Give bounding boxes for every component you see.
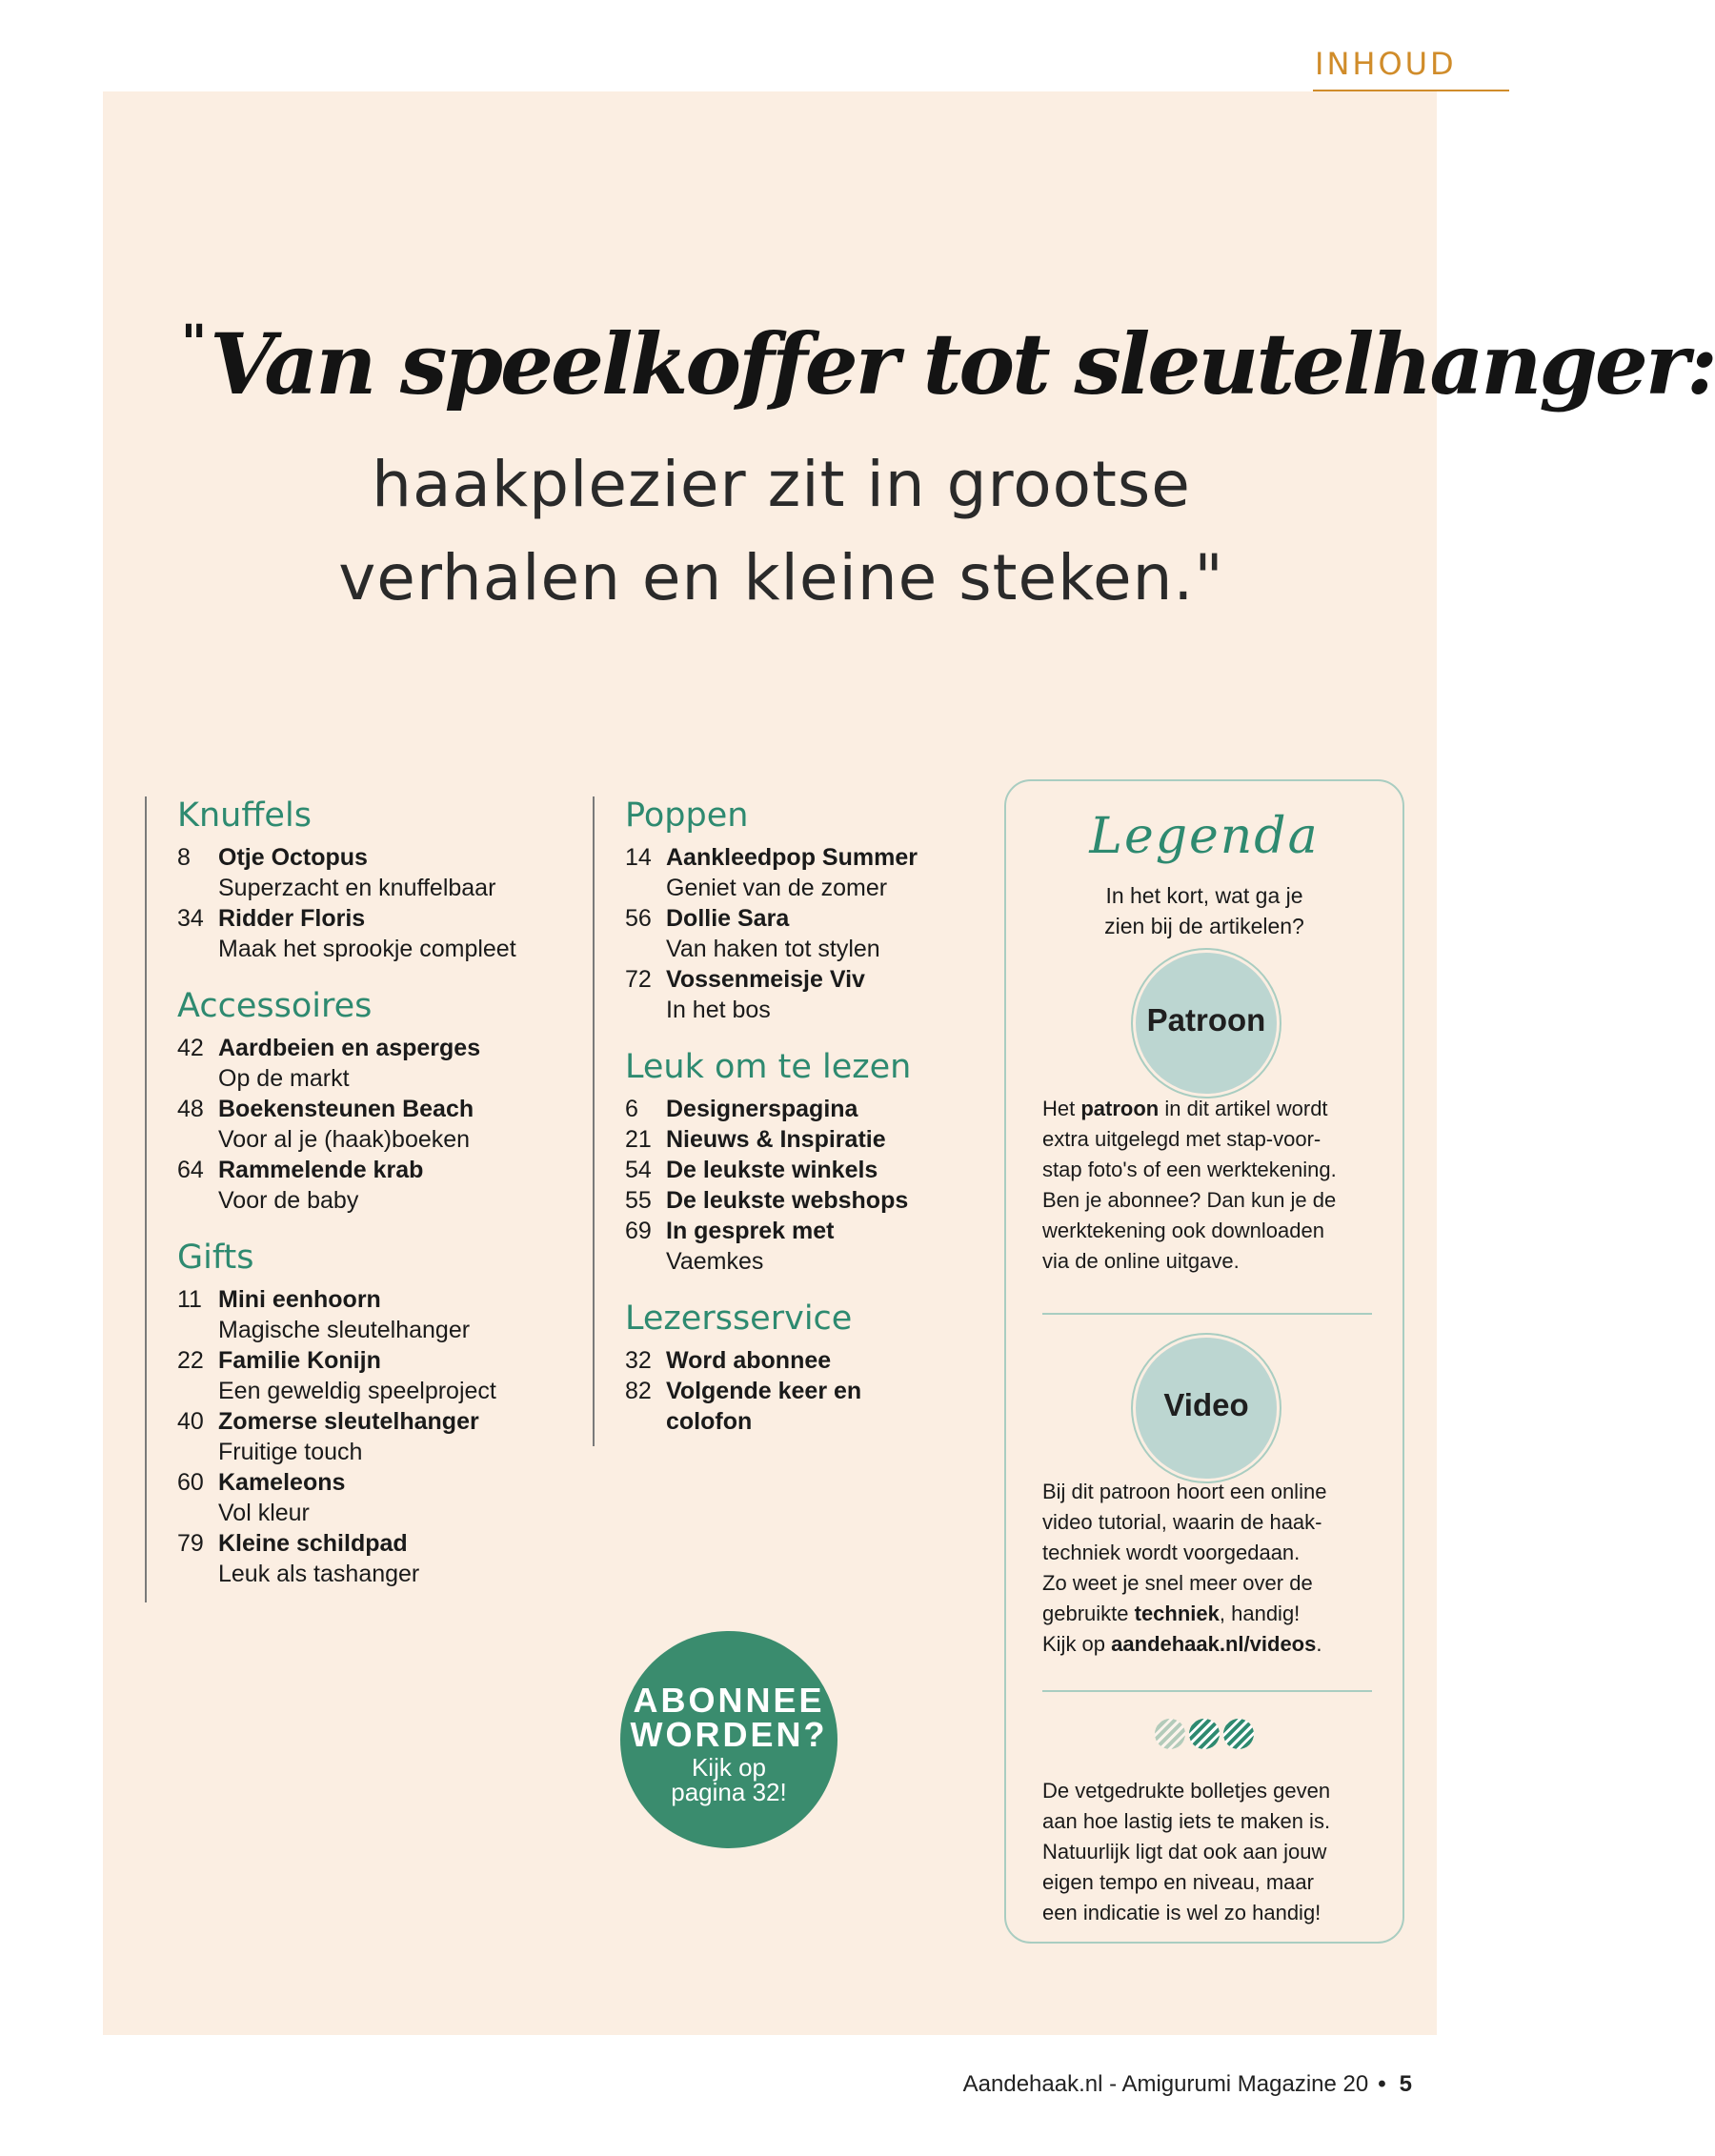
toc-subtitle: Superzacht en knuffelbaar: [218, 875, 496, 901]
toc-heading: Leuk om te lezen: [625, 1048, 912, 1086]
video-line: techniek wordt voorgedaan.: [1042, 1541, 1301, 1564]
toc-subtitle: Van haken tot stylen: [666, 936, 880, 962]
toc-section-gifts: [177, 1239, 577, 1589]
toc-entry[interactable]: [625, 1376, 987, 1406]
patroon-line: extra uitgelegd met stap-voor-: [1042, 1127, 1322, 1151]
difficulty-dot-icon: [1223, 1719, 1254, 1749]
toc-entry[interactable]: [177, 1033, 577, 1063]
toc-page-number: 69: [625, 1218, 652, 1244]
difficulty-description: [1042, 1776, 1385, 1928]
toc-entry[interactable]: [177, 903, 577, 934]
difficulty-line: aan hoe lastig iets te maken is.: [1042, 1809, 1331, 1833]
toc-title: Aankleedpop Summer: [666, 844, 918, 871]
toc-entry[interactable]: [625, 1155, 987, 1185]
legenda-box: [1004, 779, 1404, 1944]
promo-line-1: ABONNEE: [633, 1681, 825, 1720]
toc-title: Designerspagina: [666, 1096, 858, 1122]
toc-section-accessoires: [177, 987, 577, 1216]
promo-line-2: WORDEN?: [630, 1715, 828, 1754]
legenda-intro-line: zien bij de artikelen?: [1104, 914, 1304, 938]
toc-entry[interactable]: [625, 1124, 987, 1155]
toc-entry[interactable]: [625, 903, 987, 934]
video-line: gebruikte techniek, handig!: [1042, 1602, 1301, 1625]
toc-page-number: 48: [177, 1096, 204, 1122]
footer-bullet: •: [1378, 2071, 1386, 2097]
toc-title: Zomerse sleutelhanger: [218, 1408, 479, 1435]
toc-column-middle: [593, 796, 987, 1446]
video-link[interactable]: aandehaak.nl/videos: [1111, 1632, 1317, 1656]
toc-title: Dollie Sara: [666, 905, 790, 932]
toc-page-number: 8: [177, 844, 191, 871]
video-line: Zo weet je snel meer over de: [1042, 1571, 1313, 1595]
patroon-line: stap foto's of een werktekening.: [1042, 1158, 1337, 1181]
page-footer: [858, 2071, 1412, 2098]
patroon-line: via de online uitgave.: [1042, 1249, 1240, 1273]
video-line: Bij dit patroon hoort een online: [1042, 1480, 1327, 1503]
legenda-intro: [1006, 880, 1402, 941]
toc-entry[interactable]: [625, 842, 987, 873]
subscribe-promo[interactable]: [620, 1631, 837, 1848]
toc-title: Familie Konijn: [218, 1347, 381, 1374]
difficulty-line: een indicatie is wel zo handig!: [1042, 1901, 1322, 1924]
patroon-description: [1042, 1094, 1385, 1277]
toc-subtitle: Maak het sprookje compleet: [218, 936, 516, 962]
toc-title: In gesprek met: [666, 1218, 835, 1244]
patroon-keyword: patroon: [1080, 1097, 1160, 1120]
toc-entry[interactable]: [177, 1528, 577, 1559]
patroon-line: Ben je abonnee? Dan kun je de: [1042, 1188, 1337, 1212]
toc-heading: Accessoires: [177, 987, 373, 1025]
toc-title: Aardbeien en asperges: [218, 1035, 481, 1061]
difficulty-dot-icon: [1155, 1719, 1185, 1749]
toc-title: Vossenmeisje Viv: [666, 966, 865, 993]
toc-entry[interactable]: [177, 842, 577, 873]
video-badge-label: Video: [1163, 1387, 1249, 1422]
toc-entry[interactable]: [177, 1345, 577, 1376]
patroon-badge-label: Patroon: [1146, 1002, 1266, 1038]
quote-headline: [181, 314, 1715, 413]
toc-section-knuffels: [177, 796, 577, 964]
toc-title: De leukste webshops: [666, 1187, 909, 1214]
quote-line-3: verhalen en kleine steken.": [338, 541, 1224, 615]
toc-heading: Poppen: [625, 796, 749, 835]
toc-page-number: 21: [625, 1126, 652, 1153]
quote-open-mark: ": [181, 314, 205, 373]
toc-title: Ridder Floris: [218, 905, 366, 932]
toc-heading: Gifts: [177, 1239, 254, 1277]
toc-entry[interactable]: [177, 1467, 577, 1498]
toc-entry[interactable]: [625, 1185, 987, 1216]
toc-page-number: 34: [177, 905, 204, 932]
page-number: 5: [1399, 2071, 1412, 2097]
toc-title: Nieuws & Inspiratie: [666, 1126, 886, 1153]
toc-page-number: 60: [177, 1469, 204, 1496]
toc-entry[interactable]: [177, 1284, 577, 1315]
toc-subtitle: Voor de baby: [218, 1187, 359, 1214]
video-description: [1042, 1477, 1385, 1660]
difficulty-line: De vetgedrukte bolletjes geven: [1042, 1779, 1331, 1803]
toc-subtitle: Geniet van de zomer: [666, 875, 888, 901]
video-keyword: techniek: [1134, 1602, 1220, 1625]
toc-heading: Lezersservice: [625, 1300, 853, 1338]
toc-page-number: 32: [625, 1347, 652, 1374]
toc-title: Rammelende krab: [218, 1157, 424, 1183]
toc-page-number: 11: [177, 1286, 202, 1313]
footer-text: Aandehaak.nl - Amigurumi Magazine 20: [962, 2071, 1369, 2097]
toc-title: Boekensteunen Beach: [218, 1096, 474, 1122]
toc-title: Word abonnee: [666, 1347, 832, 1374]
toc-page-number: 56: [625, 905, 652, 932]
legenda-divider: [1042, 1313, 1372, 1315]
toc-heading: Knuffels: [177, 796, 312, 835]
patroon-line: Het patroon in dit artikel wordt: [1042, 1097, 1328, 1120]
promo-line-4: pagina 32!: [671, 1778, 787, 1806]
toc-title: Mini eenhoorn: [218, 1286, 381, 1313]
toc-title: Volgende keer en: [666, 1378, 862, 1404]
legenda-divider: [1042, 1690, 1372, 1692]
promo-line-3: Kijk op: [691, 1753, 767, 1782]
toc-subtitle: colofon: [666, 1408, 753, 1435]
patroon-line: werktekening ook downloaden: [1042, 1219, 1324, 1242]
toc-column-left: [145, 796, 577, 1602]
toc-page-number: 40: [177, 1408, 204, 1435]
toc-page-number: 55: [625, 1187, 652, 1214]
toc-entry[interactable]: [625, 964, 987, 995]
toc-section-lezersservice: [625, 1300, 987, 1437]
toc-section-lezen: [625, 1048, 987, 1277]
legenda-title: Legenda: [1089, 808, 1320, 865]
difficulty-line: Natuurlijk ligt dat ook aan jouw: [1042, 1840, 1327, 1864]
toc-page-number: 79: [177, 1530, 204, 1557]
toc-subtitle: Voor al je (haak)boeken: [218, 1126, 471, 1153]
toc-title: Kleine schildpad: [218, 1530, 408, 1557]
toc-subtitle: Vaemkes: [666, 1248, 764, 1275]
toc-page-number: 64: [177, 1157, 204, 1183]
toc-page-number: 42: [177, 1035, 204, 1061]
legenda-intro-line: In het kort, wat ga je: [1105, 883, 1303, 908]
toc-page-number: 72: [625, 966, 652, 993]
quote-line-1: Van speelkoffer tot sleutelhanger:: [210, 314, 1715, 413]
video-line: Kijk op aandehaak.nl/videos.: [1042, 1632, 1322, 1656]
toc-subtitle: Een geweldig speelproject: [218, 1378, 496, 1404]
difficulty-dot-icon: [1189, 1719, 1220, 1749]
toc-section-poppen: [625, 796, 987, 1025]
toc-entry[interactable]: [177, 1094, 577, 1124]
toc-subtitle: Leuk als tashanger: [218, 1561, 420, 1587]
toc-entry[interactable]: [625, 1216, 987, 1246]
toc-subtitle: Magische sleutelhanger: [218, 1317, 471, 1343]
toc-page-number: 14: [625, 844, 652, 871]
toc-subtitle: In het bos: [666, 997, 771, 1023]
toc-subtitle: Fruitige touch: [218, 1439, 363, 1465]
toc-page-number: 54: [625, 1157, 652, 1183]
toc-page-number: 22: [177, 1347, 204, 1374]
toc-entry[interactable]: [177, 1155, 577, 1185]
toc-title: Otje Octopus: [218, 844, 368, 871]
toc-entry[interactable]: [177, 1406, 577, 1437]
quote-line-2: haakplezier zit in grootse: [372, 448, 1191, 521]
video-line: video tutorial, waarin de haak-: [1042, 1510, 1322, 1534]
toc-page-number: 82: [625, 1378, 652, 1404]
toc-title: De leukste winkels: [666, 1157, 878, 1183]
toc-page-number: 6: [625, 1096, 638, 1122]
section-tag: INHOUD: [1313, 46, 1509, 91]
toc-entry[interactable]: [625, 1094, 987, 1124]
toc-subtitle: Op de markt: [218, 1065, 350, 1092]
toc-title: Kameleons: [218, 1469, 346, 1496]
toc-subtitle: Vol kleur: [218, 1500, 310, 1526]
difficulty-line: eigen tempo en niveau, maar: [1042, 1870, 1314, 1894]
toc-entry[interactable]: [625, 1345, 987, 1376]
